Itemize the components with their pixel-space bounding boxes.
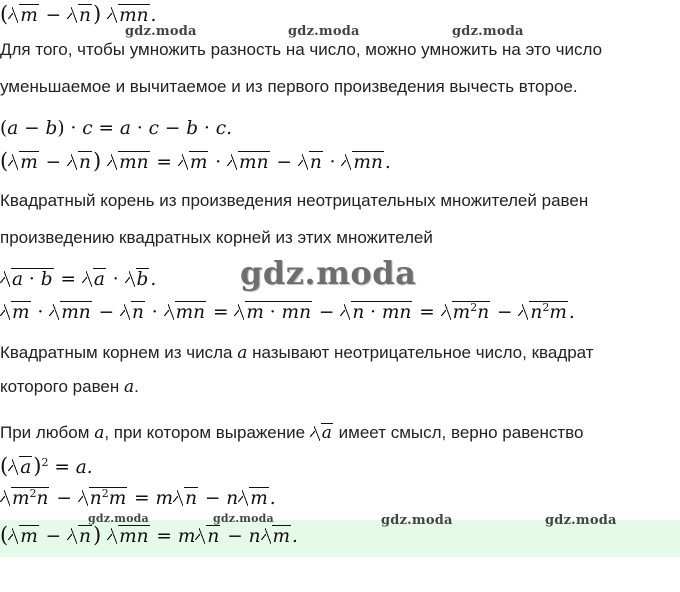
watermark: gdz.moda (288, 24, 360, 39)
formula-distributive: (a − b) · c = a · c − b · c. (0, 118, 232, 139)
watermark: gdz.moda (545, 513, 617, 528)
identity-text-b: , при котором выражение (104, 423, 306, 442)
definition-text-c: которого равен (0, 377, 120, 396)
formula-square-root-identity: ( a)$^2$ = a. (0, 454, 93, 478)
watermark-large: gdz.moda (240, 254, 417, 292)
formula-simplify: $m^2n - n^2m = m$ n − n m . (0, 487, 276, 509)
paragraph-root-product-1: Квадратный корень из произведения неотрицательных множителей равен (0, 191, 589, 210)
formula-root-product: a · b = a · b . (0, 268, 156, 290)
definition-text-b: называют неотрицательное число, квадрат (252, 343, 594, 362)
definition-text-a: Квадратным корнем из числа (0, 343, 233, 362)
watermark: gdz.moda (452, 24, 524, 39)
formula-expand: ( m − n) mn = m · mn − n · mn . (0, 149, 391, 173)
paragraph-identity: При любом a, при котором выражение a имеет смысл, верно равенство (0, 423, 584, 443)
paragraph-root-product-2: произведению квадратных корней из этих множителей (0, 228, 433, 247)
identity-text-a: При любом (0, 423, 90, 442)
formula-expression: ( m − n) mn . (0, 2, 157, 26)
paragraph-definition-2: которого равен a. (0, 377, 139, 397)
watermark: gdz.moda (213, 512, 274, 525)
paragraph-rule-2: уменьшаемое и вычитаемое и из первого произведения вычесть второе. (0, 77, 578, 96)
paragraph-rule-1: Для того, чтобы умножить разность на число, можно умножить на это число (0, 40, 603, 59)
paragraph-definition-1: Квадратным корнем из числа a называют неотрицательное число, квадрат (0, 343, 594, 363)
watermark: gdz.moda (125, 24, 197, 39)
watermark: gdz.moda (381, 513, 453, 528)
formula-combine: m · mn − n · mn = m · mn − n · mn = $m^2n - n^2m$ . (0, 301, 575, 323)
identity-text-c: имеет смысл, верно равенство (338, 423, 584, 442)
watermark: gdz.moda (88, 512, 149, 525)
formula-answer: ( m − n) mn = m n − n m . (0, 523, 298, 547)
